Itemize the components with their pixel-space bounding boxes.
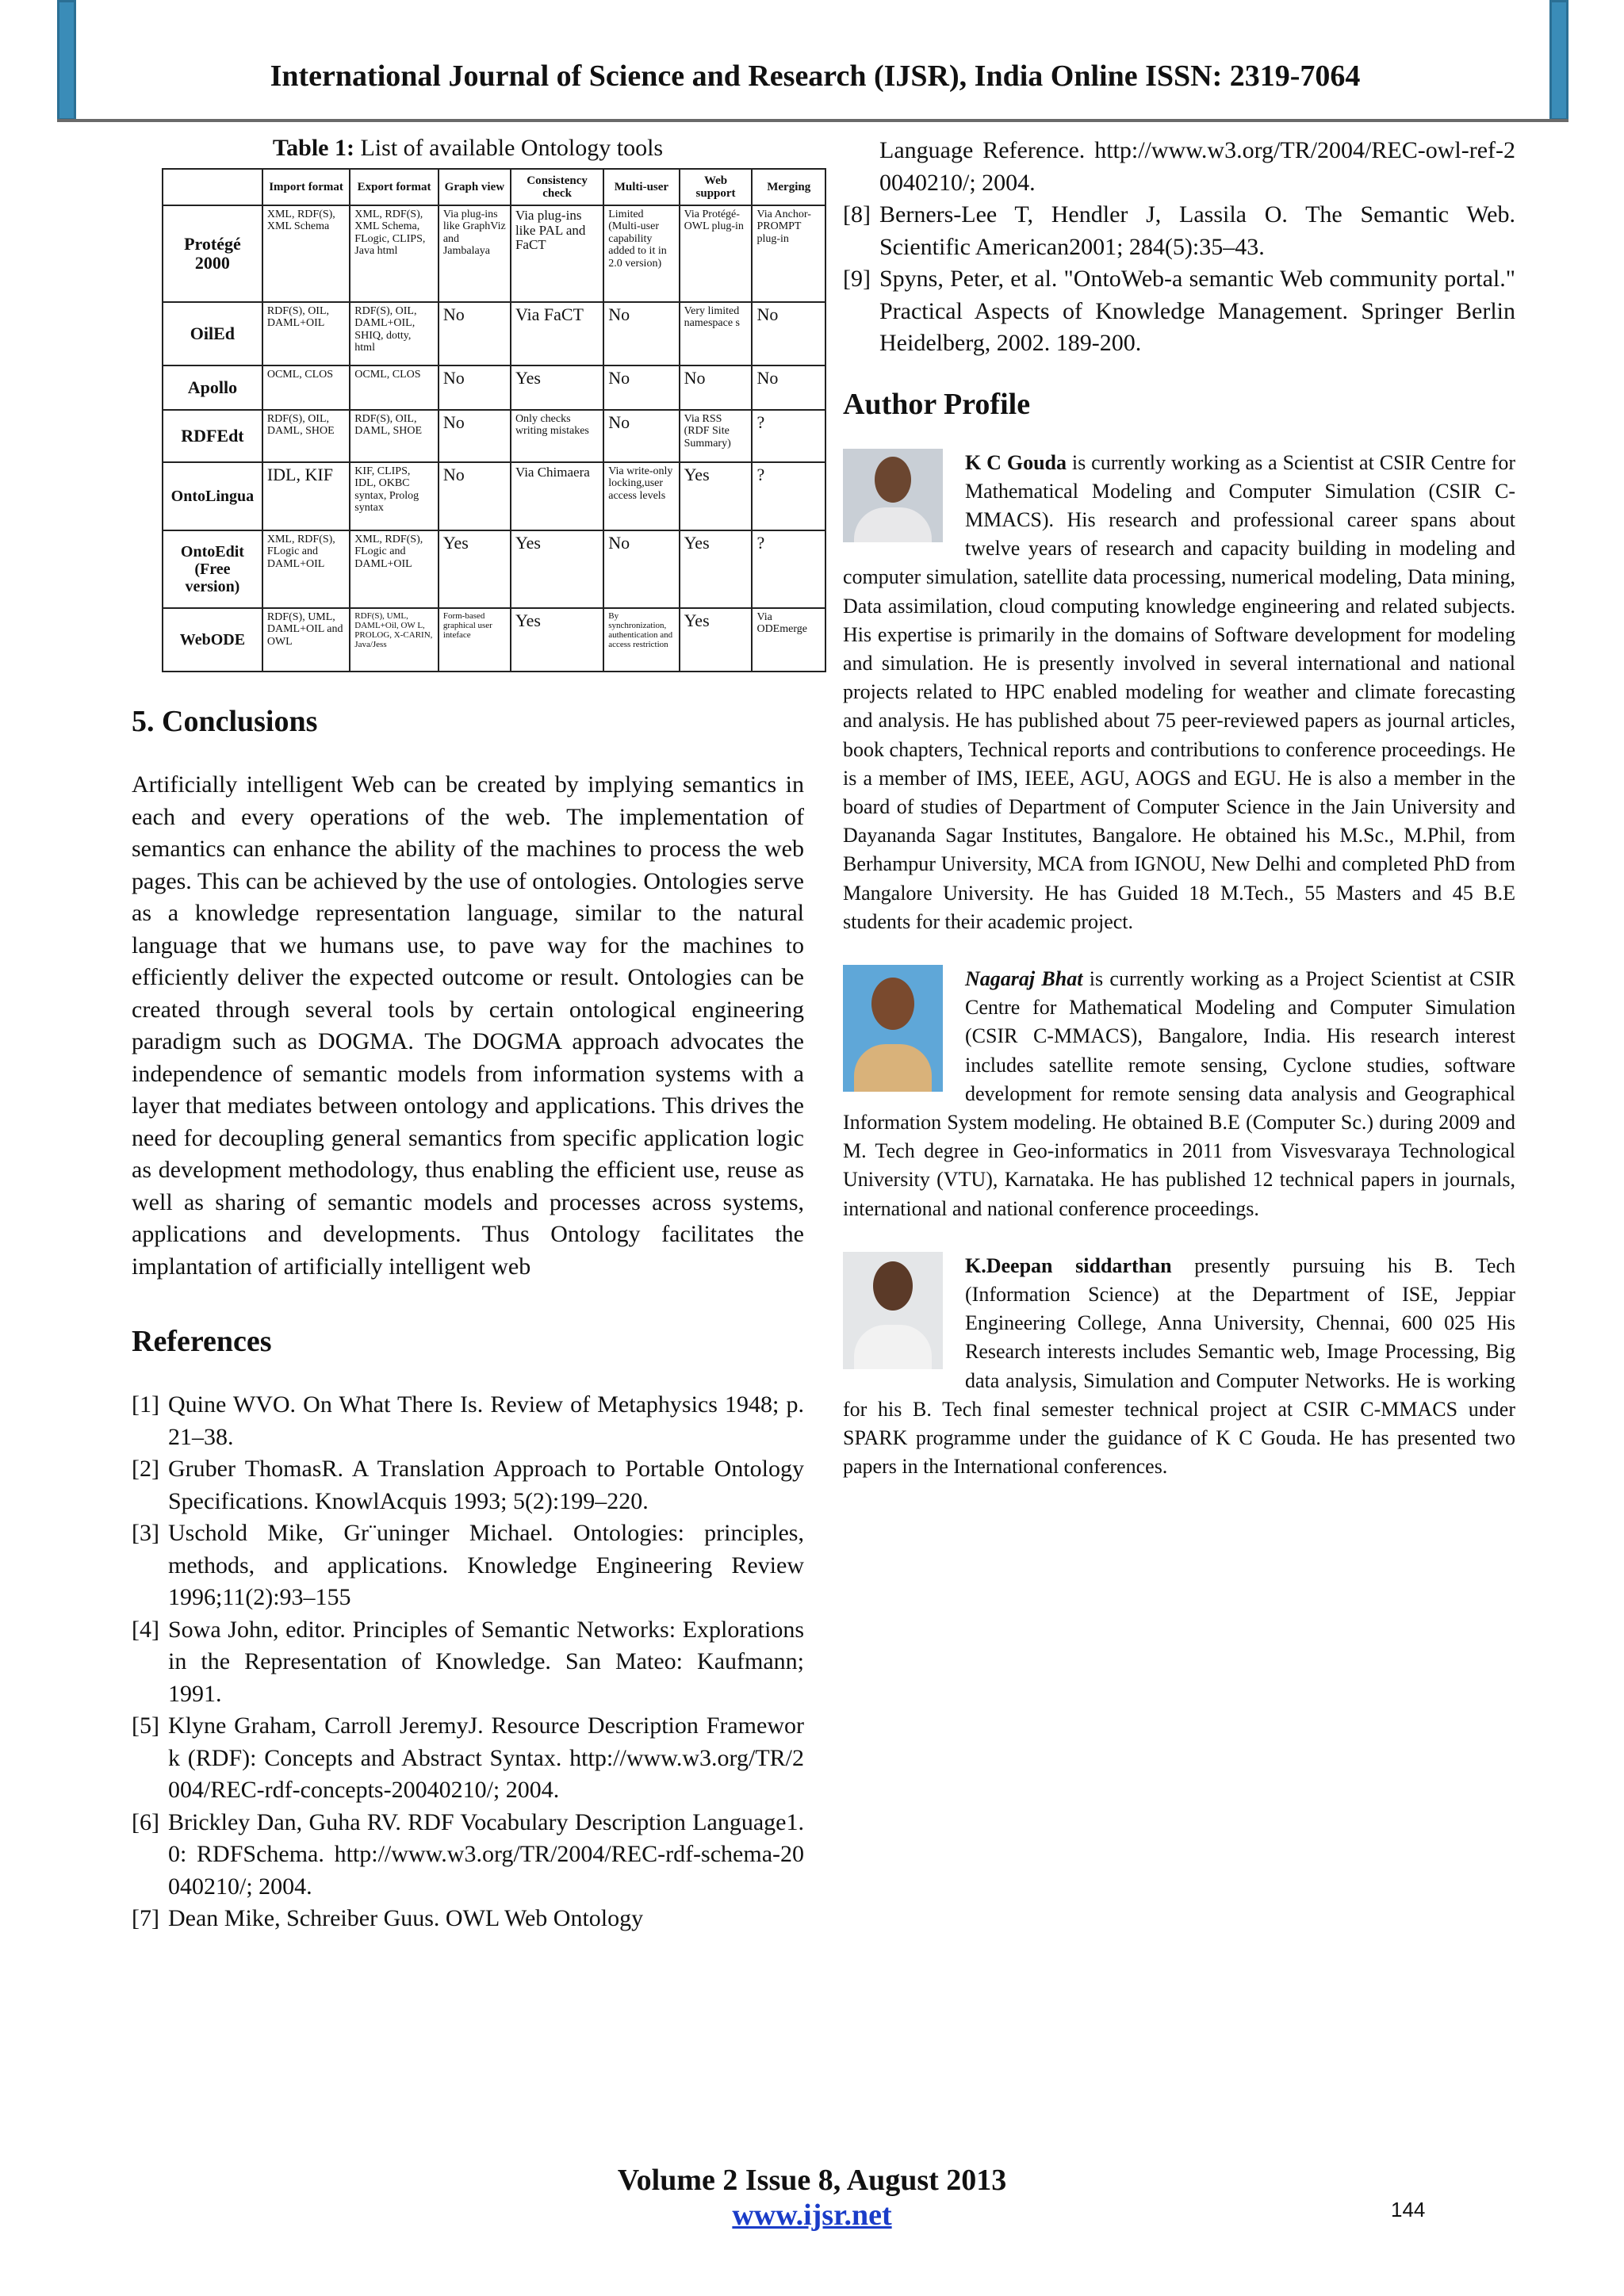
author-profile-gouda: [843, 449, 1515, 936]
table-cell: Form-based graphical user inteface: [439, 608, 511, 672]
reference-continuation: Language Reference. http://www.w3.org/TR/2004/REC-owl-ref-20040210/; 2004.: [879, 137, 1515, 196]
conclusions-heading: 5. Conclusions: [132, 705, 318, 738]
table-cell: Very limited namespace s: [680, 302, 753, 365]
table-row: [163, 302, 825, 365]
table-cell: OilEd: [163, 302, 262, 365]
table-cell: No: [680, 365, 753, 410]
table-header-cell: Graph view: [439, 169, 511, 205]
table-cell: Via plug-ins like GraphViz and Jambalaya: [439, 205, 511, 302]
table-cell: No: [439, 302, 511, 365]
table-caption: [132, 135, 804, 162]
table-header-cell: Consistency check: [511, 169, 603, 205]
table-cell: Limited (Multi-user capability added to it in 2.0 version): [603, 205, 679, 302]
table-cell: No: [752, 302, 825, 365]
reference-item: [8] Berners-Lee T, Hendler J, Lassila O. The Semantic Web. Scientific American2001; 284(5):35–43.: [843, 201, 1515, 260]
author-photo-gouda: [843, 449, 943, 542]
right-column: [843, 135, 1515, 1481]
table-cell: IDL, KIF: [262, 462, 350, 530]
table-cell: XML, RDF(S), XML Schema, FLogic, CLIPS, Java html: [350, 205, 439, 302]
table-cell: ?: [752, 462, 825, 530]
table-cell: XML, RDF(S), FLogic and DAML+OIL: [350, 530, 439, 608]
table-row: [163, 205, 825, 302]
table-cell: Yes: [511, 530, 603, 608]
table-cell: Via Protégé-OWL plug-in: [680, 205, 753, 302]
table-header-row: [163, 169, 825, 205]
author-photo-bhat: [843, 965, 943, 1092]
references-list: [132, 1389, 804, 1935]
table-row: [163, 410, 825, 462]
table-cell: Yes: [439, 530, 511, 608]
author-bio: presently pursuing his B. Tech (Information Science) at the Department of ISE, Jeppiar Engineering College, Anna University, Chennai, 600 025 His Research interests includes Semantic web, Image Processing, Big data analysis, Simulation and Computer Networks. He is working for his B. Tech final semester technical project at CSIR C-MMACS under SPARK programme under the guidance of K C Gouda. He has presented two papers in the International conferences.: [843, 1253, 1515, 1479]
references-continued: [843, 135, 1515, 360]
footer-url-link[interactable]: www.ijsr.net: [732, 2198, 892, 2232]
reference-item: [3] Uschold Mike, Gr¨uninger Michael. Ontologies: principles, methods, and applications. Knowledge Engineering Review 1996;11(2):93–155: [132, 1520, 804, 1610]
reference-item: [9] Spyns, Peter, et al. "OntoWeb-a semantic Web community portal." Practical Aspects of Knowledge Management. Springer Berlin Heidelberg, 2002. 189-200.: [843, 266, 1515, 356]
table-cell: No: [439, 365, 511, 410]
table-cell: RDFEdt: [163, 410, 262, 462]
author-photo-siddarthan: [843, 1252, 943, 1369]
table-cell: XML, RDF(S), XML Schema: [262, 205, 350, 302]
author-name: K C Gouda: [965, 450, 1067, 474]
author-name: K.Deepan siddarthan: [965, 1253, 1172, 1277]
table-cell: KIF, CLIPS, IDL, OKBC syntax, Prolog syntax: [350, 462, 439, 530]
table-cell: No: [603, 530, 679, 608]
table-cell: XML, RDF(S), FLogic and DAML+OIL: [262, 530, 350, 608]
table-cell: RDF(S), UML, DAML+OIL and OWL: [262, 608, 350, 672]
conclusions-paragraph: Artificially intelligent Web can be created by implying semantics in each and every operations of the web. The implementation of semantics can enhance the ability of the machines to process the web pages. This can be achieved by the use of ontologies. Ontologies serve as a knowledge representation language, similar to the natural language that we humans use, to pave way for the machines to efficiently deliver the expected outcome or result. Ontologies can be created through several tools by certain ontological engineering paradigm such as DOGMA. The DOGMA approach advocates the independence of semantic models from information systems with a layer that mediates between ontology and applications. This drives the need for decoupling general semantics from specific application logic as development methodology, thus enabling the efficient use, reuse as well as sharing of semantic models and processes across systems, applications and developments. Thus Ontology facilitates the implantation of artificially intelligent web: [132, 771, 804, 1280]
table-cell: Via Anchor-PROMPT plug-in: [752, 205, 825, 302]
table-cell: RDF(S), OIL, DAML+OIL: [262, 302, 350, 365]
table-row: [163, 608, 825, 672]
table-cell: No: [439, 410, 511, 462]
table-cell: OCML, CLOS: [262, 365, 350, 410]
table-cell: Via FaCT: [511, 302, 603, 365]
table-cell: OCML, CLOS: [350, 365, 439, 410]
table-header-cell: Export format: [350, 169, 439, 205]
table-caption-label: Table 1:: [272, 135, 354, 161]
table-cell: Via ODEmerge: [752, 608, 825, 672]
author-profile-heading: Author Profile: [843, 387, 1031, 421]
table-cell: WebODE: [163, 608, 262, 672]
journal-header: International Journal of Science and Research (IJSR), India Online ISSN: 2319-7064: [270, 59, 1361, 93]
table-cell: No: [603, 410, 679, 462]
table-cell: Yes: [680, 530, 753, 608]
table-cell: Yes: [511, 608, 603, 672]
ontology-tools-table: [162, 168, 826, 672]
reference-item: [1] Quine WVO. On What There Is. Review of Metaphysics 1948; p. 21–38.: [132, 1391, 804, 1450]
table-header-cell: Web support: [680, 169, 753, 205]
table-header-cell: Import format: [262, 169, 350, 205]
table-cell: ?: [752, 530, 825, 608]
table-cell: No: [752, 365, 825, 410]
table-cell: By synchronization, authentication and access restriction: [603, 608, 679, 672]
table-cell: Via RSS (RDF Site Summary): [680, 410, 753, 462]
table-cell: OntoEdit (Free version): [163, 530, 262, 608]
author-profile-siddarthan: [843, 1252, 1515, 1482]
table-header-cell: Multi-user: [603, 169, 679, 205]
footer-volume: Volume 2 Issue 8, August 2013: [617, 2164, 1007, 2197]
table-cell: Only checks writing mistakes: [511, 410, 603, 462]
reference-item: [2] Gruber ThomasR. A Translation Approach to Portable Ontology Specifications. KnowlAcquis 1993; 5(2):199–220.: [132, 1456, 804, 1514]
left-header-bar: [57, 0, 76, 121]
table-cell: ?: [752, 410, 825, 462]
table-cell: Protégé 2000: [163, 205, 262, 302]
table-cell: Via Chimaera: [511, 462, 603, 530]
table-cell: No: [603, 365, 679, 410]
author-profile-bhat: [843, 965, 1515, 1223]
table-caption-text: List of available Ontology tools: [360, 135, 664, 161]
reference-item: [6] Brickley Dan, Guha RV. RDF Vocabulary Description Language1.0: RDFSchema. http://www.w3.org/TR/2004/REC-rdf-schema-20040210/; 2004.: [132, 1808, 804, 1900]
table-row: [163, 462, 825, 530]
table-cell: Yes: [680, 608, 753, 672]
table-cell: RDF(S), OIL, DAML, SHOE: [262, 410, 350, 462]
table-row: [163, 365, 825, 410]
table-cell: RDF(S), UML, DAML+Oil, OW L, PROLOG, X-CARIN, Java/Jess: [350, 608, 439, 672]
author-bio: is currently working as a Project Scientist at CSIR Centre for Mathematical Modeling and Computer Simulation (CSIR C-MMACS), Bangalore, India. His research interest includes satellite remote sensing, Cyclone studies, software development for remote sensing data analysis and Geographical Information System modeling. He obtained B.E (Computer Sc.) during 2009 and M. Tech degree in Geo-informatics in 2011 from Visvesvaraya Technological University (VTU), Karnataka. He has published 12 technical papers in journals, international and national conference proceedings.: [843, 966, 1515, 1220]
table-cell: Apollo: [163, 365, 262, 410]
table-cell: OntoLingua: [163, 462, 262, 530]
header-rule: [57, 119, 1568, 122]
reference-item: [4] Sowa John, editor. Principles of Semantic Networks: Explorations in the Representation of Knowledge. San Mateo: Kaufmann; 1991.: [132, 1616, 804, 1707]
author-name: Nagaraj Bhat: [965, 966, 1083, 990]
author-bio: is currently working as a Scientist at CSIR Centre for Mathematical Modeling and Computer Simulation (CSIR C-MMACS). His research and professional career spans about twelve years of research and capacity building in modeling and computer simulation, satellite data processing, numerical modeling, Data mining, Data assimilation, cloud computing knowledge engineering and related subjects. His expertise is primarily in the domains of Software development for modeling and simulation. He is presently involved in several international and national projects related to HPC enabled modeling for weather and climate forecasting and analysis. He has published about 75 peer-reviewed papers as journal articles, book chapters, Technical reports and contributions to conference proceedings. He is a member of IMS, IEEE, AGU, AOGS and EGU. He is also a member in the board of studies of Department of Computer Science in the Jain University and Dayananda Sagar Institutes, Bangalore. He obtained his M.Sc., M.Phil, from Berhampur University, MCA from IGNOU, New Delhi and completed PhD from Mangalore University. He has Guided 18 M.Tech., 55 Masters and 45 B.E students for their academic project.: [843, 450, 1515, 933]
table-row: [163, 530, 825, 608]
table-cell: Via plug-ins like PAL and FaCT: [511, 205, 603, 302]
table-cell: Yes: [511, 365, 603, 410]
table-cell: RDF(S), OIL, DAML+OIL, SHIQ, dotty, html: [350, 302, 439, 365]
reference-item: [5] Klyne Graham, Carroll JeremyJ. Resource Description Framework (RDF): Concepts and Abstract Syntax. http://www.w3.org/TR/2004/REC-rdf-concepts-20040210/; 2004.: [132, 1712, 804, 1803]
table-cell: Yes: [680, 462, 753, 530]
table-cell: RDF(S), OIL, DAML, SHOE: [350, 410, 439, 462]
left-column: [132, 135, 811, 1935]
references-heading: References: [132, 1325, 272, 1358]
table-cell: No: [439, 462, 511, 530]
table-header-cell: Merging: [752, 169, 825, 205]
table-cell: Via write-only locking,user access levels: [603, 462, 679, 530]
right-header-bar: [1549, 0, 1568, 121]
page-number: 144: [1391, 2198, 1426, 2221]
table-header-cell: [163, 169, 262, 205]
table-cell: No: [603, 302, 679, 365]
reference-item: [7] Dean Mike, Schreiber Guus. OWL Web Ontology: [132, 1905, 644, 1931]
